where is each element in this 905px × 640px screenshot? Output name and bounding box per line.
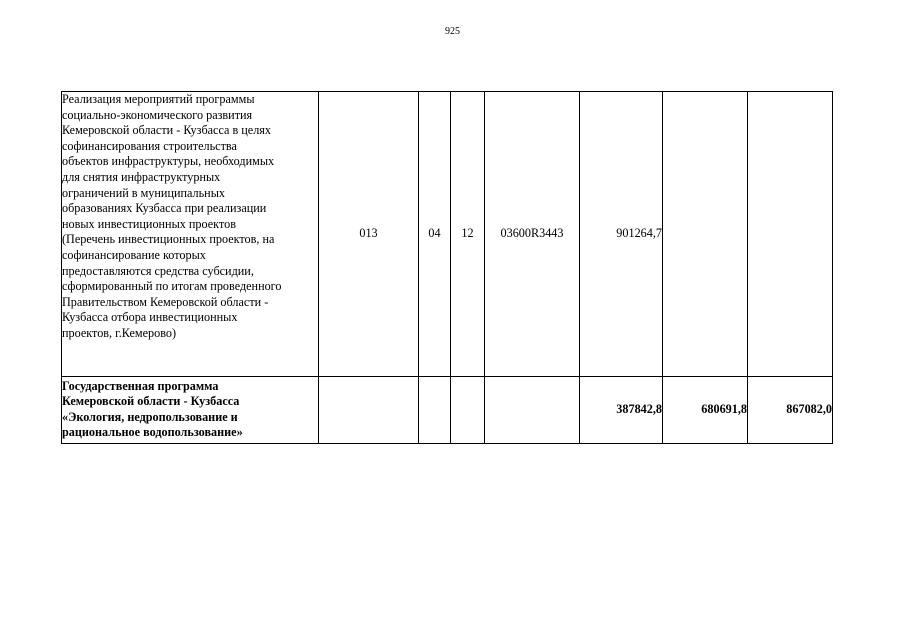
- target-article-cell: 03600R3443: [485, 92, 580, 377]
- page-number: 925: [445, 26, 460, 37]
- expense-name-line: новых инвестиционных проектов: [62, 216, 236, 231]
- expense-name-line: предоставляются средства субсидии,: [62, 263, 254, 278]
- table-row: [62, 376, 833, 443]
- expense-name-cell: [62, 92, 319, 377]
- target-article-cell: [485, 376, 580, 443]
- expense-name-line: образованиях Кузбасса при реализации: [62, 201, 267, 216]
- budget-table: [61, 91, 833, 444]
- expense-name-line: проектов, г.Кемерово): [62, 325, 177, 340]
- expense-name-line: сформированный по итогам проведенного: [62, 279, 282, 294]
- expense-name-cell: [62, 376, 319, 443]
- subsection-code-cell: 12: [451, 92, 485, 377]
- section-code-cell: [419, 376, 451, 443]
- expense-name-line: Кузбасса отбора инвестиционных: [62, 310, 238, 325]
- ministry-code-cell: [319, 376, 419, 443]
- ministry-code-cell: 013: [319, 92, 419, 377]
- expense-name-line: для снятия инфраструктурных: [62, 169, 221, 184]
- section-code-cell: 04: [419, 92, 451, 377]
- expense-name-line: социально-экономического развития: [62, 107, 253, 122]
- expense-name-line: (Перечень инвестиционных проектов, на: [62, 232, 275, 247]
- expense-name-line: «Экология, недропользование и: [62, 409, 238, 424]
- amount-year-3-cell: [748, 92, 833, 377]
- expense-name-line: Кемеровской области - Кузбасса в целях: [62, 123, 272, 138]
- amount-year-1-cell: 901264,7: [580, 92, 663, 377]
- amount-year-2-cell: 680691,8: [663, 376, 748, 443]
- amount-year-3-cell: 867082,0: [748, 376, 833, 443]
- expense-name-line: софинансирование которых: [62, 247, 206, 262]
- amount-year-2-cell: [663, 92, 748, 377]
- table-row: [62, 92, 833, 377]
- subsection-code-cell: [451, 376, 485, 443]
- expense-name-line: Государственная программа: [62, 378, 219, 393]
- expense-name-line: Реализация мероприятий программы: [62, 92, 255, 106]
- expense-name-line: Кемеровской области - Кузбасса: [62, 394, 240, 409]
- amount-year-1-cell: 387842,8: [580, 376, 663, 443]
- expense-name-line: Правительством Кемеровской области -: [62, 294, 269, 309]
- expense-name-line: софинансирования строительства: [62, 138, 237, 153]
- expense-name-line: ограничений в муниципальных: [62, 185, 225, 200]
- expense-name-line: рациональное водопользование»: [62, 425, 243, 440]
- expense-name-line: объектов инфраструктуры, необходимых: [62, 154, 275, 169]
